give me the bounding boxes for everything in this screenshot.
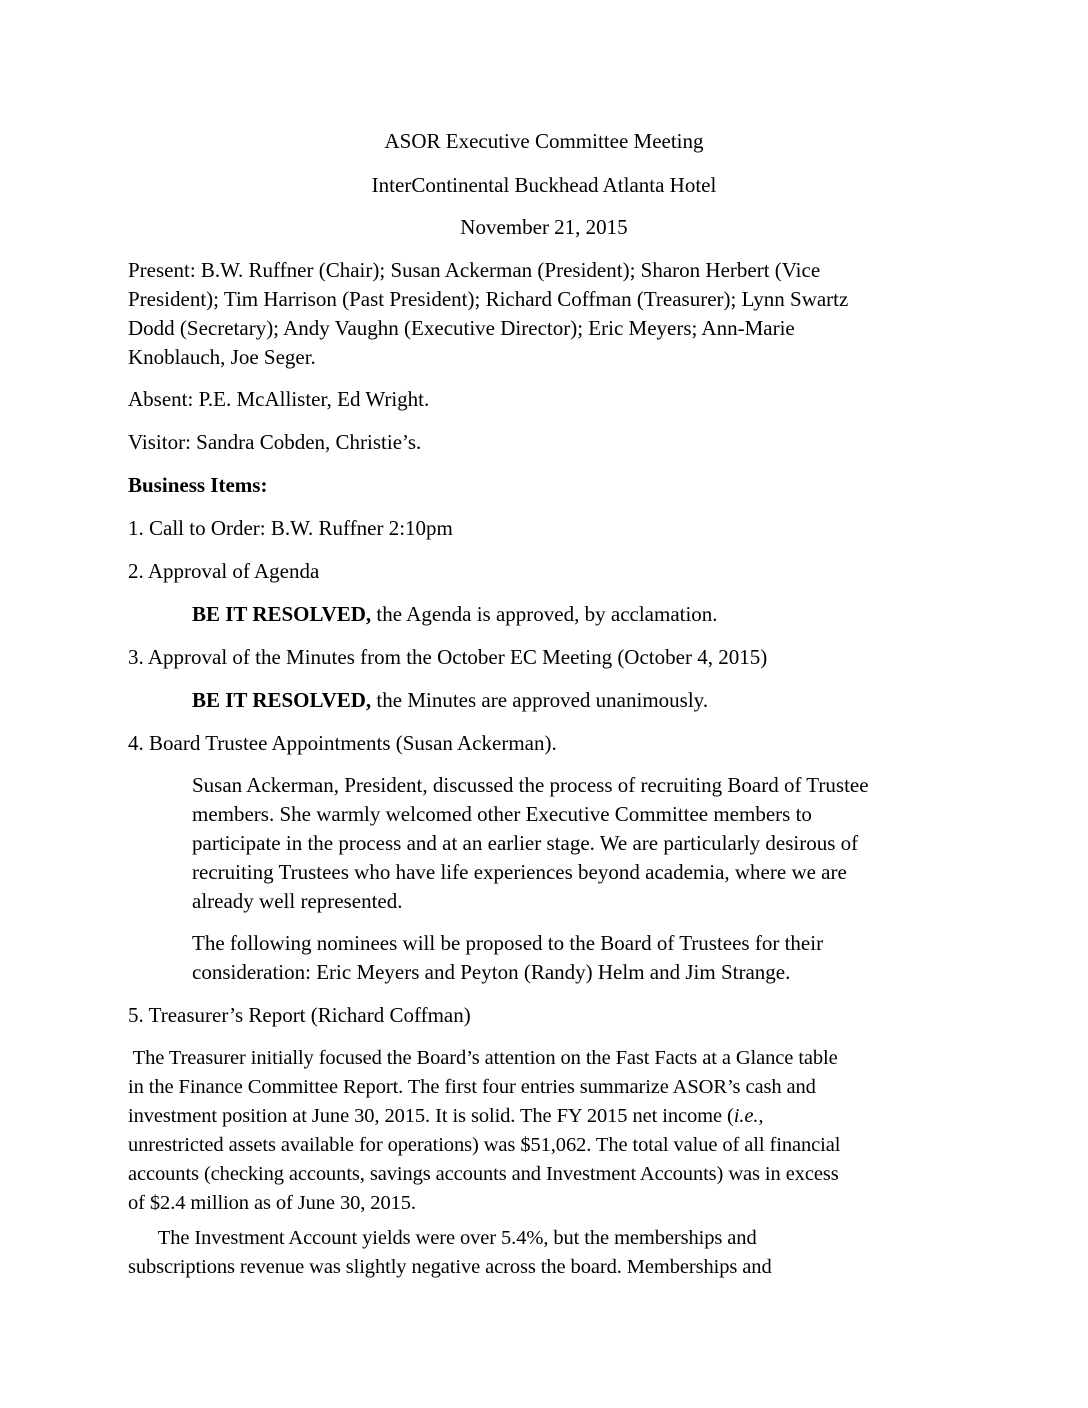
paragraph-line: participate in the process and at an earlier stage. We are particularly desirous of (192, 831, 859, 855)
item-treasurers-report: 5. Treasurer’s Report (Richard Coffman) (128, 1003, 471, 1027)
business-items-heading (128, 471, 267, 500)
paragraph-line: already well represented. (192, 889, 403, 913)
paragraph-line: The Investment Account yields were over 5.4%, but the memberships and (128, 1227, 757, 1249)
resolution-text: the Minutes are approved unanimously. (371, 688, 709, 712)
trustee-recruiting-paragraph (192, 771, 932, 916)
paragraph-line: consideration: Eric Meyers and Peyton (Randy) Helm and Jim Strange. (192, 960, 791, 984)
agenda-resolution (192, 600, 718, 629)
visitor-line: Visitor: Sandra Cobden, Christie’s. (128, 430, 422, 454)
item-board-trustee-appointments: 4. Board Trustee Appointments (Susan Ackerman). (128, 731, 557, 755)
paragraph-line: in the Finance Committee Report. The first four entries summarize ASOR’s cash and (128, 1076, 816, 1098)
paragraph-line: Susan Ackerman, President, discussed the process of recruiting Board of Trustee (192, 773, 869, 797)
present-line: Dodd (Secretary); Andy Vaughn (Executive Director); Eric Meyers; Ann-Marie (128, 316, 795, 340)
absent-line: Absent: P.E. McAllister, Ed Wright. (128, 387, 430, 411)
paragraph-line: unrestricted assets available for operations) was $51,062. The total value of all financial (128, 1134, 841, 1156)
paragraph-line: The following nominees will be proposed to the Board of Trustees for their (192, 931, 824, 955)
present-line: Present: B.W. Ruffner (Chair); Susan Ackerman (President); Sharon Herbert (Vice (128, 258, 821, 282)
meeting-title: ASOR Executive Committee Meeting (384, 129, 704, 153)
item-call-to-order: 1. Call to Order: B.W. Ruffner 2:10pm (128, 516, 453, 540)
meeting-venue: InterContinental Buckhead Atlanta Hotel (371, 173, 717, 197)
item-approval-minutes: 3. Approval of the Minutes from the October EC Meeting (October 4, 2015) (128, 645, 768, 669)
investment-paragraph (128, 1224, 948, 1282)
paragraph-line: recruiting Trustees who have life experiences beyond academia, where we are (192, 860, 847, 884)
business-items-heading-text: Business Items: (128, 473, 268, 497)
paragraph-line: accounts (checking accounts, savings accounts and Investment Accounts) was in excess (128, 1163, 839, 1185)
item-approval-agenda: 2. Approval of Agenda (128, 559, 320, 583)
paragraph-line: The Treasurer initially focused the Board’s attention on the Fast Facts at a Glance table (128, 1047, 838, 1069)
minutes-resolution (192, 686, 708, 715)
paragraph-text: investment position at June 30, 2015. It is solid. The FY 2015 net income ( (128, 1105, 734, 1127)
meeting-date: November 21, 2015 (460, 215, 628, 239)
resolution-label: BE IT RESOLVED, (192, 602, 372, 626)
paragraph-line: members. She warmly welcomed other Executive Committee members to (192, 802, 812, 826)
paragraph-line: subscriptions revenue was slightly negative across the board. Memberships and (128, 1256, 772, 1278)
treasurer-paragraph (128, 1044, 948, 1218)
paragraph-line (128, 1102, 948, 1131)
present-line: President); Tim Harrison (Past President); Richard Coffman (Treasurer); Lynn Swartz (128, 287, 849, 311)
resolution-label: BE IT RESOLVED, (192, 688, 372, 712)
paragraph-line: of $2.4 million as of June 30, 2015. (128, 1192, 416, 1214)
present-list (128, 256, 948, 372)
trustee-nominees-paragraph (192, 929, 932, 987)
resolution-text: the Agenda is approved, by acclamation. (371, 602, 718, 626)
italic-abbreviation: i.e., (733, 1105, 764, 1127)
present-line: Knoblauch, Joe Seger. (128, 345, 316, 369)
